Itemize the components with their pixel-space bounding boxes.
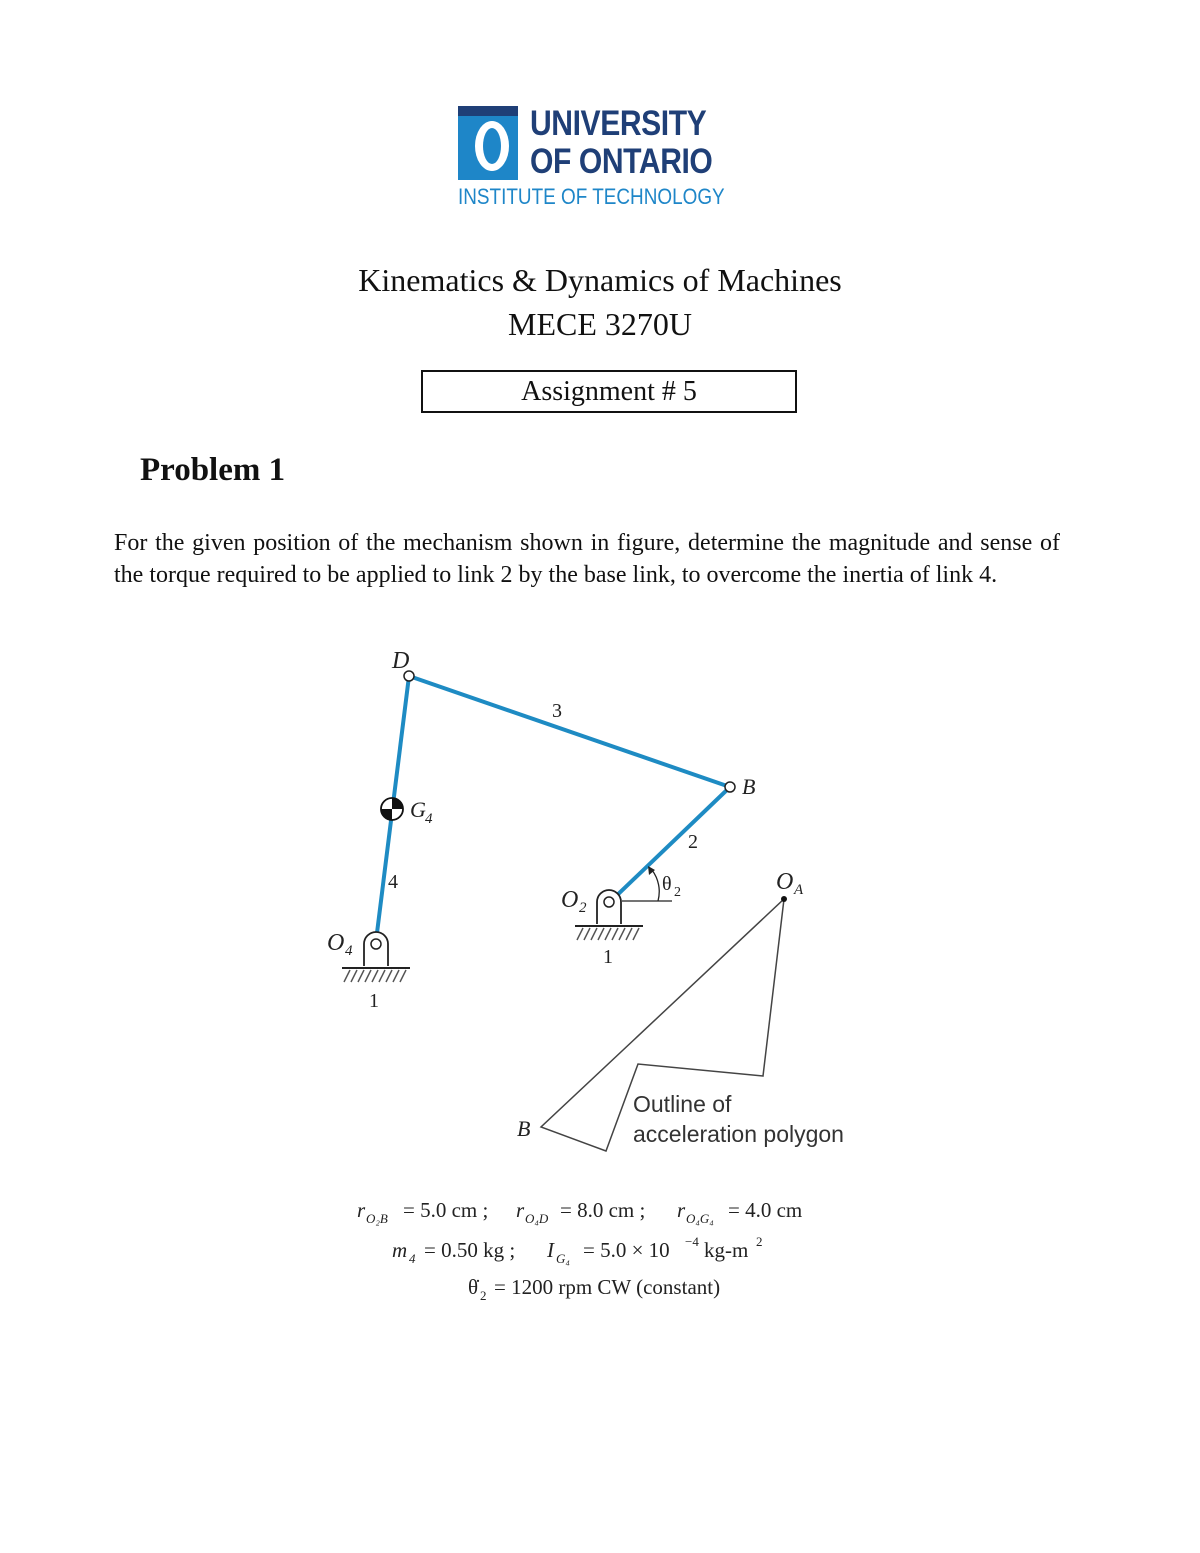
label-o2-sub: 2: [579, 900, 587, 916]
label-o4: O: [327, 930, 345, 956]
given-r-o4d-sub: O₄D: [525, 1211, 549, 1226]
label-theta2-sub: 2: [674, 885, 681, 900]
link-3: [409, 676, 730, 787]
label-link-2: 2: [688, 831, 698, 853]
given-inertia-sub: G₄: [556, 1251, 570, 1266]
given-m4-sub: 4: [409, 1251, 416, 1266]
label-oa-sub: A: [794, 882, 804, 898]
joint-b: [725, 782, 735, 792]
assignment-label: Assignment # 5: [421, 370, 797, 413]
given-r-o4d: r: [516, 1198, 525, 1222]
point-oa: [781, 896, 787, 902]
label-o2: O: [561, 887, 579, 913]
given-m4: m: [392, 1238, 408, 1262]
polygon-caption-line-1: Outline of: [633, 1091, 732, 1117]
label-oa: O: [776, 869, 794, 895]
logo-line-of-ontario: OF ONTARIO: [530, 142, 713, 181]
problem-statement: For the given position of the mechanism shown in figure, determine the magnitude and sense of the torque required to be applied to link 2 by the base link, to overcome the inertia of link 4.: [114, 530, 1060, 588]
given-r-o2b-value: = 5.0 cm ;: [403, 1198, 489, 1222]
label-theta2: θ: [662, 873, 672, 895]
given-inertia-unit: kg-m: [704, 1238, 749, 1262]
label-link-3: 3: [552, 700, 562, 722]
given-r-o4g4: r: [677, 1198, 686, 1222]
given-m4-value: = 0.50 kg ;: [424, 1238, 516, 1262]
given-inertia-exponent: −4: [685, 1234, 699, 1249]
given-theta-dot-sub: 2: [480, 1288, 487, 1303]
given-inertia: I: [547, 1238, 554, 1262]
problem-heading: Problem 1: [140, 452, 286, 488]
label-link-4: 4: [388, 871, 398, 893]
label-d: D: [392, 648, 410, 674]
given-r-o4g4-value: = 4.0 cm: [728, 1198, 803, 1222]
label-b: B: [742, 774, 756, 799]
given-r-o4d-value: = 8.0 cm ;: [560, 1198, 646, 1222]
center-of-mass-icon: [381, 798, 403, 820]
label-ground-left: 1: [369, 990, 379, 1012]
given-theta-dot-value: = 1200 rpm CW (constant): [494, 1275, 721, 1299]
label-g4-sub: 4: [425, 811, 433, 827]
given-r-o4g4-sub: O₄G₄: [686, 1211, 714, 1226]
label-o4-sub: 4: [345, 943, 353, 959]
given-data: [357, 1198, 802, 1303]
given-r-o2b: r: [357, 1198, 366, 1222]
given-r-o2b-sub: O₂B: [366, 1211, 388, 1226]
logo-line-university: UNIVERSITY: [530, 104, 707, 143]
label-g4: G: [410, 797, 426, 822]
logo-line-institute: INSTITUTE OF TECHNOLOGY: [458, 184, 725, 209]
course-title: Kinematics & Dynamics of Machines: [358, 262, 842, 298]
given-theta-dot: θ̇: [468, 1275, 479, 1299]
label-b-polygon: B: [517, 1116, 531, 1141]
given-inertia-value: = 5.0 × 10: [583, 1238, 670, 1262]
course-code: MECE 3270U: [508, 306, 692, 342]
polygon-caption-line-2: acceleration polygon: [633, 1121, 844, 1147]
label-ground-right: 1: [603, 946, 613, 968]
given-inertia-unit-exponent: 2: [756, 1234, 763, 1249]
